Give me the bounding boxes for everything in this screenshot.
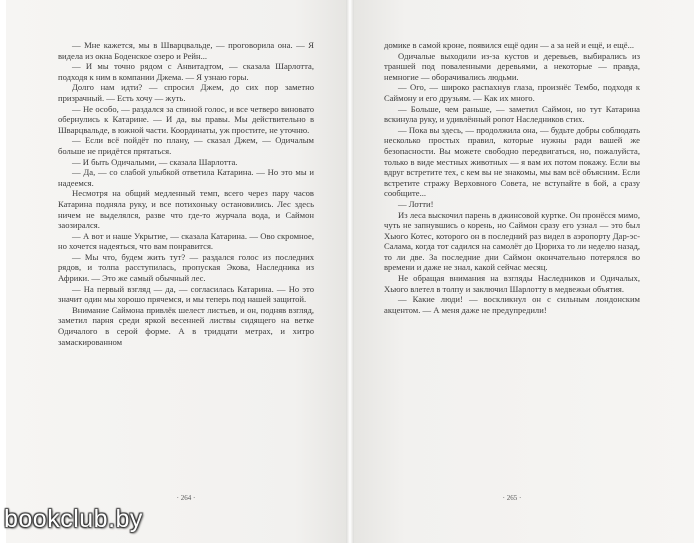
paragraph: — Какие люди! — воскликнул он с сильным лондонским акцентом. — А меня даже не предупредили! — [384, 294, 640, 315]
site-watermark: bookclub.by — [4, 505, 143, 533]
right-page-number: · 265 · — [502, 494, 522, 502]
paragraph: — И быть Одичалыми, — сказала Шарлотта. — [72, 156, 238, 167]
paragraph: — Мы что, будем жить тут? — раздался голос из последних рядов, и толпа расступилась, пропуская Экова, Наследника из Африки. — Это же самый обычный лес. — [58, 251, 314, 284]
book-gutter — [346, 0, 354, 543]
paragraph: — Не особо, — раздался за спиной голос, и все четверо виновато обернулись к Катарине. — И да, вы правы. Мы действительно в Шварцвальде, в южной части. Координаты, уж простите, не уточню. — [58, 103, 314, 135]
paragraph: Одичалые выходили из-за кустов и деревьев, выбирались из траншей под поваленными деревьями, а некоторые — правда, немногие — оборачивались людьми. — [384, 50, 640, 82]
paragraph: Не обращая внимания на взгляды Наследников и Одичалых, Хьюго влетел в толпу и заключил Шарлотту в медвежьи объятия. — [384, 273, 640, 294]
left-page — [6, 0, 346, 543]
left-page-number: · 264 · — [176, 494, 196, 502]
paragraph: — Больше, чем раньше, — заметил Саймон, но тут Катарина вскинула руку, и удивлённый ропот Наследников стих. — [384, 103, 640, 125]
right-page-text — [384, 40, 640, 315]
paragraph: домике в самой кроне, появился ещё один — а за ней и ещё, и ещё... — [384, 40, 635, 50]
paragraph: — Если всё пойдёт по плану, — сказал Джем, — Одичалым больше не придётся прятаться. — [58, 135, 314, 156]
paragraph: — И мы точно рядом с Анвитадтом, — сказала Шарлотта, подходя к ним в компании Джема. — Я узнаю горы. — [58, 61, 314, 82]
paragraph: Из леса выскочил парень в джинсовой куртке. Он пронёсся мимо, чуть не запнувшись о корень, но Саймон сразу его узнал — это был Хьюго Котес, которого он в последний раз видел в аэропорту Дар-эс-Салама, когда тот садился на самолёт до Цюриха то ли неделю назад, то ли две. За последние дни Саймон окончательно потерялся во времени и даже не знал, какой сейчас месяц. — [384, 209, 640, 273]
paragraph: — Мне кажется, мы в Шварцвальде, — проговорила она. — Я видела из окна Боденское озеро и Рейн... — [58, 40, 314, 61]
right-page — [354, 0, 694, 543]
paragraph: Внимание Саймона привлёк шелест листьев, и он, подняв взгляд, заметил парня среди яркой весенней листвы сидящего на ветке Одичалого в серой форме. А в тридцати метрах, и хитро замаскированном — [58, 304, 314, 347]
paragraph: Долго нам идти? — спросил Джем, до сих пор заметно призрачный. — Есть хочу — жуть. — [58, 82, 314, 103]
paragraph: — Лотти! — [398, 198, 434, 209]
paragraph: Несмотря на общий медленный темп, всего через пару часов Катарина подняла руку, и все потихоньку остановились. Лес здесь ничем не выделялся, разве что где-то журчала вода, и Саймон заозирался. — [58, 188, 314, 231]
paragraph: — Да, — со слабой улыбкой ответила Катарина. — Но это мы и надеемся. — [58, 167, 314, 188]
paragraph: — А вот и наше Укрытие, — сказала Катарина. — Ово скромное, но хочется надеяться, что вам понравится. — [58, 230, 314, 252]
paragraph: — Ого, — широко распахнув глаза, произнёс Тембо, подходя к Саймону и его друзьям. — Как их много. — [384, 82, 640, 103]
paragraph: — Пока вы здесь, — продолжила она, — будьте добры соблюдать несколько простых правил, которые нужны ради вашей же безопасности. Вы можете свободно передвигаться, но, пожалуйста, только в виде местных животных — я вам их потом покажу. Если вы вдруг встретите тех, с кем вы не знакомы, мы вам всё объясним. Если встретите стражу Верховного Совета, не вступайте в бой, а сразу сообщите... — [384, 124, 640, 199]
left-page-text — [58, 40, 314, 347]
paragraph: — На первый взгляд — да, — согласилась Катарина. — Но это значит один мы хорошо прячемся, и мы теперь под нашей защитой. — [58, 283, 314, 305]
